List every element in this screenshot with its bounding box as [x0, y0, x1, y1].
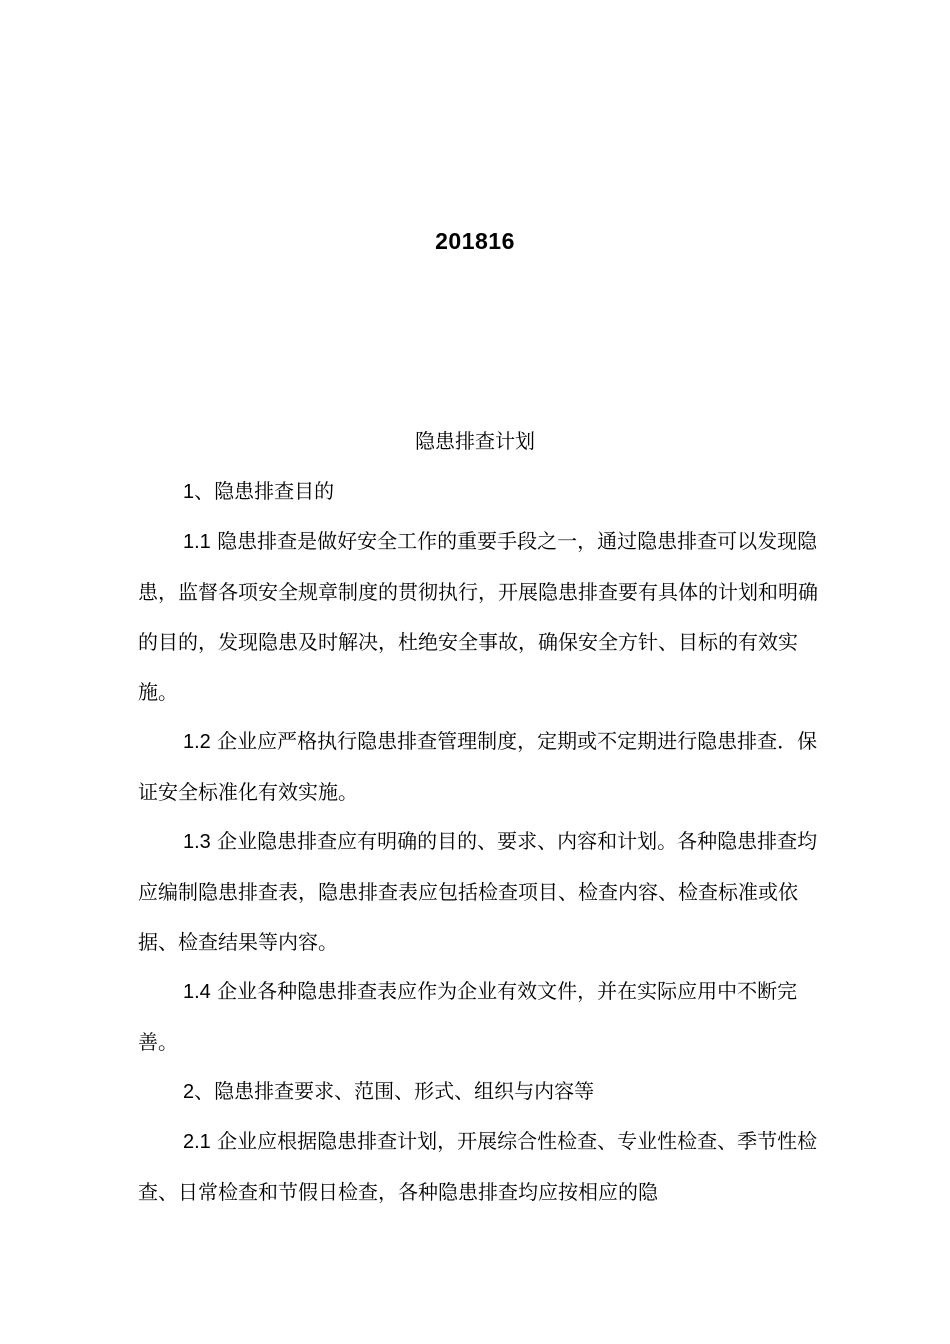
paragraph-1-1: [138, 516, 828, 717]
section-number: 2: [183, 1081, 195, 1103]
section-number: 1: [183, 481, 195, 503]
document-title: 隐患排查计划: [415, 429, 535, 453]
section-text: 企业应严格执行隐患排查管理制度，定期或不定期进行隐患排查．保证安全标准化有效实施。: [138, 729, 818, 804]
document-number: 201816: [435, 228, 515, 254]
paragraph-2-1: [138, 1116, 828, 1217]
section-text: 、隐患排查要求、范围、形式、组织与内容等: [194, 1079, 595, 1103]
section-text: 隐患排查是做好安全工作的重要手段之一，通过隐患排查可以发现隐患，监督各项安全规章制度的贯彻执行，开展隐患排查要有具体的计划和明确的目的，发现隐患及时解决，杜绝安全事故，确保安全方针、目标的有效实施。: [138, 529, 818, 704]
section-heading-1: [138, 466, 828, 517]
section-number: 1.2: [183, 731, 211, 753]
section-heading-2: [138, 1066, 828, 1117]
section-text: 、隐患排查目的: [194, 479, 335, 503]
paragraph-1-4: [138, 966, 828, 1067]
section-text: 企业应根据隐患排查计划，开展综合性检查、专业性检查、季节性检查、日常检查和节假日检查，各种隐患排查均应按相应的隐: [138, 1129, 818, 1204]
section-number: 1.1: [183, 531, 211, 553]
paragraph-1-3: [138, 816, 828, 967]
section-text: 企业各种隐患排查表应作为企业有效文件，并在实际应用中不断完善。: [138, 979, 798, 1054]
section-text: 企业隐患排查应有明确的目的、要求、内容和计划。各种隐患排查均应编制隐患排查表，隐患排查表应包括检查项目、检查内容、检查标准或依据、检查结果等内容。: [138, 829, 818, 954]
section-number: 1.4: [183, 981, 211, 1003]
paragraph-1-2: [138, 716, 828, 817]
section-number: 1.3: [183, 831, 211, 853]
section-number: 2.1: [183, 1131, 211, 1153]
